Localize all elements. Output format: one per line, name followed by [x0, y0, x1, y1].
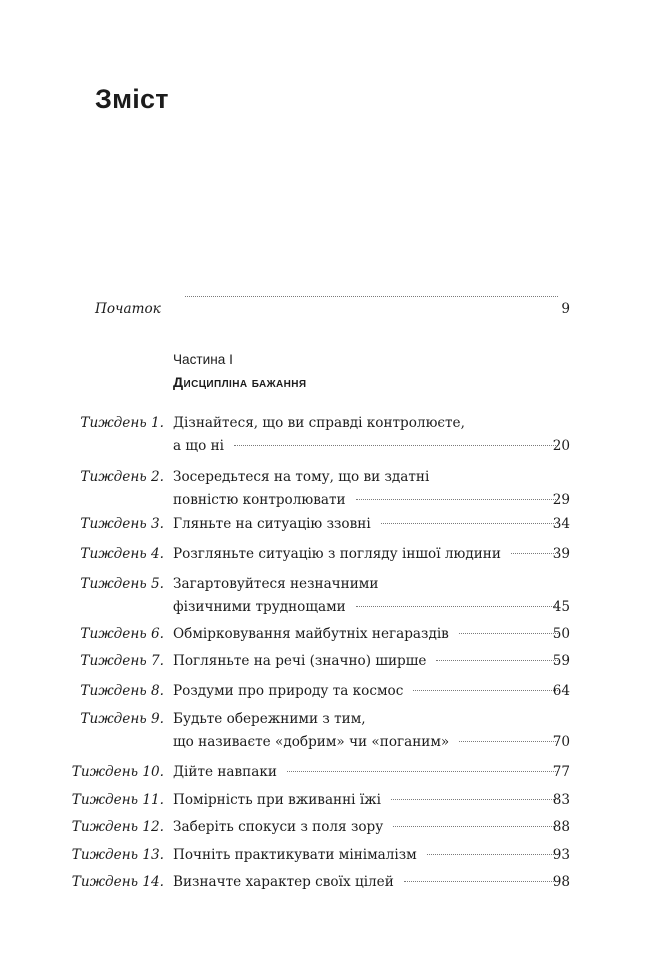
- toc-page-number: 9: [561, 301, 570, 317]
- toc-entry-title: Погляньте на речі (значно) ширше: [173, 653, 427, 669]
- toc-entry-week-11[interactable]: [0, 790, 664, 810]
- toc-entry-week-14[interactable]: [0, 872, 664, 892]
- toc-entry-title: Загартовуйтеся незначними: [173, 576, 379, 592]
- toc-page-number: 20: [552, 438, 570, 454]
- toc-entry-label: Початок: [95, 301, 161, 317]
- toc-entry-week-9-cont[interactable]: [0, 732, 664, 752]
- toc-entry-label: Тиждень 5.: [80, 576, 164, 592]
- toc-entry-week-2[interactable]: [0, 467, 664, 487]
- toc-entry-label: Тиждень 8.: [80, 683, 164, 699]
- toc-page-number: 83: [552, 792, 570, 808]
- toc-entry-intro[interactable]: [0, 299, 664, 319]
- toc-page-number: 88: [552, 819, 570, 835]
- toc-entry-label: Тиждень 6.: [80, 626, 164, 642]
- toc-entry-label: Тиждень 10.: [71, 764, 164, 780]
- toc-page-number: 29: [552, 492, 570, 508]
- toc-entry-week-5[interactable]: [0, 574, 664, 594]
- toc-page-number: 59: [552, 653, 570, 669]
- toc-page-number: 98: [552, 874, 570, 890]
- toc-entry-label: Тиждень 2.: [80, 469, 164, 485]
- toc-entry-label: Тиждень 1.: [80, 415, 164, 431]
- toc-entry-title: Розгляньте ситуацію з погляду іншої людини: [173, 546, 501, 562]
- toc-entry-title: що називаєте «добрим» чи «поганим»: [173, 734, 450, 750]
- toc-entry-title: а що ні: [173, 438, 224, 454]
- toc-entry-label: Тиждень 14.: [71, 874, 164, 890]
- toc-entry-week-4[interactable]: [0, 544, 664, 564]
- toc-entry-label: Тиждень 9.: [80, 711, 164, 727]
- toc-page-number: 45: [552, 599, 570, 615]
- toc-entry-title: фізичними труднощами: [173, 599, 346, 615]
- dot-leader: [356, 498, 558, 500]
- toc-entry-week-8[interactable]: [0, 681, 664, 701]
- toc-entry-week-5-cont[interactable]: [0, 597, 664, 617]
- toc-page-number: 70: [552, 734, 570, 750]
- toc-entry-label: Тиждень 7.: [80, 653, 164, 669]
- toc-entry-week-6[interactable]: [0, 624, 664, 644]
- toc-page-number: 34: [552, 516, 570, 532]
- part-title: Дисципліна бажання: [173, 375, 307, 391]
- toc-entry-label: Тиждень 12.: [71, 819, 164, 835]
- toc-entry-week-7[interactable]: [0, 651, 664, 671]
- toc-entry-title: Дійте навпаки: [173, 764, 277, 780]
- toc-entry-title: повністю контролювати: [173, 492, 346, 508]
- toc-entry-label: Тиждень 13.: [71, 847, 164, 863]
- toc-entry-title: Дізнайтеся, що ви справді контролюєте,: [173, 415, 465, 431]
- toc-entry-week-2-cont[interactable]: [0, 490, 664, 510]
- toc-entry-week-9[interactable]: [0, 709, 664, 729]
- dot-leader: [356, 605, 558, 607]
- toc-entry-week-3[interactable]: [0, 514, 664, 534]
- toc-page-number: 50: [552, 626, 570, 642]
- toc-entry-title: Заберіть спокуси з поля зору: [173, 819, 384, 835]
- toc-entry-title: Визначте характер своїх цілей: [173, 874, 394, 890]
- toc-page-number: 77: [552, 764, 570, 780]
- page-title: Зміст: [95, 84, 169, 114]
- toc-page-number: 39: [552, 546, 570, 562]
- toc-entry-title: Обмірковування майбутніх негараздів: [173, 626, 449, 642]
- toc-entry-label: Тиждень 3.: [80, 516, 164, 532]
- dot-leader: [287, 770, 558, 772]
- toc-page-number: 93: [552, 847, 570, 863]
- toc-entry-title: Гляньте на ситуацію ззовні: [173, 516, 371, 532]
- toc-entry-title: Будьте обережними з тим,: [173, 711, 366, 727]
- toc-entry-week-1[interactable]: [0, 413, 664, 433]
- toc-entry-week-10[interactable]: [0, 762, 664, 782]
- toc-entry-title: Зосередьтеся на тому, що ви здатні: [173, 469, 430, 485]
- toc-entry-week-12[interactable]: [0, 817, 664, 837]
- toc-entry-title: Почніть практикувати мінімалізм: [173, 847, 417, 863]
- toc-entry-title: Помірність при вживанні їжі: [173, 792, 382, 808]
- toc-entry-title: Роздуми про природу та космос: [173, 683, 404, 699]
- toc-entry-label: Тиждень 11.: [71, 792, 164, 808]
- dot-leader: [234, 444, 558, 446]
- dot-leader: [185, 295, 558, 297]
- part-label: Частина I: [173, 352, 233, 367]
- toc-entry-week-1-cont[interactable]: [0, 436, 664, 456]
- toc-entry-week-13[interactable]: [0, 845, 664, 865]
- toc-page-number: 64: [552, 683, 570, 699]
- toc-entry-label: Тиждень 4.: [80, 546, 164, 562]
